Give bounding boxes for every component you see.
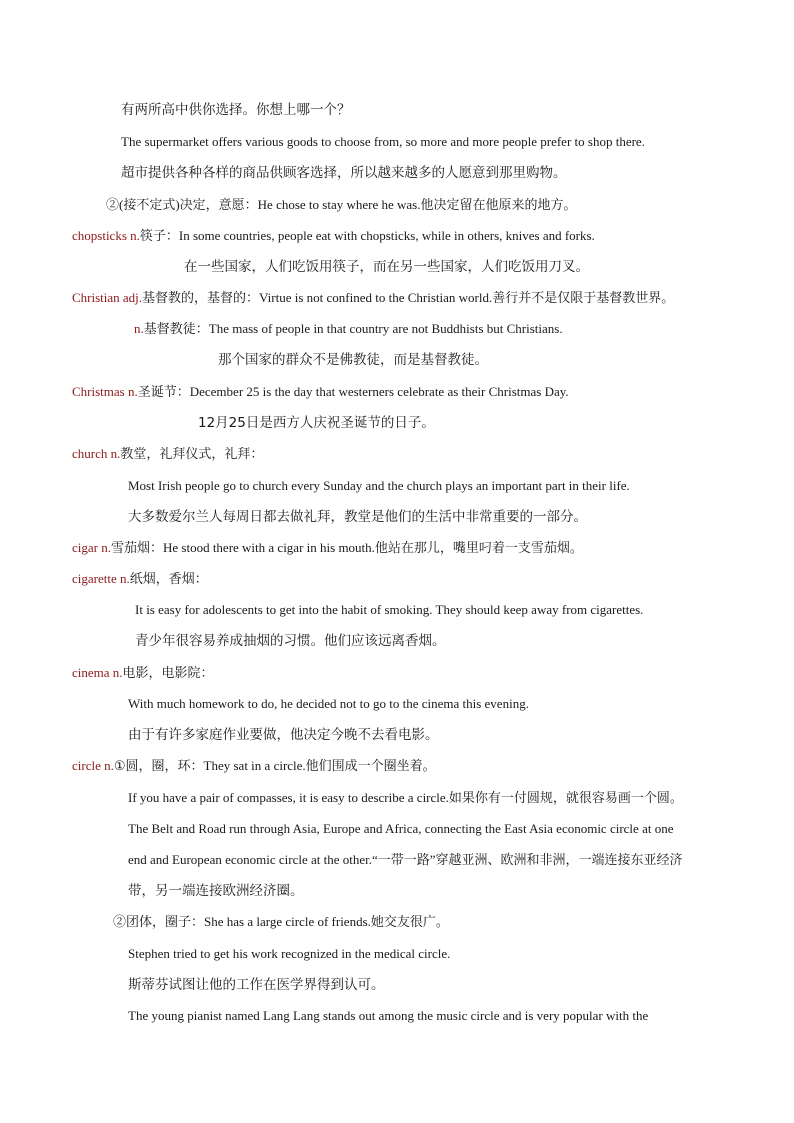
example-translation — [135, 632, 446, 650]
entry-chopsticks — [72, 227, 595, 245]
line-text: 由于有许多家庭作业要做，他决定今晚不去看电影。 — [128, 727, 439, 743]
example-translation — [218, 351, 488, 369]
headword: circle n. — [72, 758, 114, 773]
line-text: Most Irish people go to church every Sunday and the church plays an important part in their life. — [128, 478, 630, 493]
example-translation — [128, 508, 587, 526]
line-text: 带，另一端连接欧洲经济圈。 — [128, 883, 304, 899]
line-text: ②团体，圈子：She has a large circle of friends.她交友很广。 — [113, 914, 449, 929]
line-text: 在一些国家，人们吃饭用筷子，而在另一些国家，人们吃饭用刀叉。 — [184, 259, 589, 275]
entry-circle — [72, 757, 436, 775]
entry-definition: 雪茄烟：He stood there with a cigar in his mouth.他站在那儿，嘴里叼着一支雪茄烟。 — [110, 540, 583, 555]
example-sentence — [128, 1007, 648, 1025]
line-text: The supermarket offers various goods to choose from, so more and more people prefer to shop there. — [121, 134, 645, 149]
example-translation — [121, 164, 567, 182]
entry-definition: 纸烟，香烟： — [129, 571, 208, 586]
line-text: 那个国家的群众不是佛教徒，而是基督教徒。 — [218, 352, 488, 368]
line-text: The young pianist named Lang Lang stands out among the music circle and is very popular with the — [128, 1008, 649, 1023]
headword: chopsticks n. — [72, 228, 140, 243]
line-text: It is easy for adolescents to get into the habit of smoking. They should keep away from cigarettes. — [135, 602, 644, 617]
headword: Christmas n. — [72, 384, 138, 399]
example-translation — [128, 726, 439, 744]
entry-definition: 教堂，礼拜仪式，礼拜： — [120, 446, 264, 461]
line-text: 超市提供各种各样的商品供顾客选择，所以越来越多的人愿意到那里购物。 — [121, 165, 567, 181]
example-translation — [121, 101, 351, 119]
line-text: 斯蒂芬试图让他的工作在医学界得到认可。 — [128, 977, 385, 993]
entry-christian — [72, 289, 674, 307]
entry-definition: 基督教徒：The mass of people in that country are not Buddhists but Christians. — [143, 321, 563, 336]
entry-christian-noun — [134, 320, 563, 338]
example-sentence — [128, 851, 683, 869]
example-translation — [198, 414, 435, 432]
example-sentence — [128, 477, 630, 495]
example-translation — [184, 258, 589, 276]
entry-definition: 筷子：In some countries, people eat with chopsticks, while in others, knives and forks. — [139, 228, 595, 243]
headword: cinema n. — [72, 665, 123, 680]
line-text: ②(接不定式)决定，意愿：He chose to stay where he was.他决定留在他原来的地方。 — [106, 197, 577, 212]
line-text: The Belt and Road run through Asia, Europe and Africa, connecting the East Asia economic circle at one — [128, 821, 674, 836]
sense-definition — [113, 913, 449, 931]
headword: cigarette n. — [72, 571, 130, 586]
entry-definition: ①圆，圈，环：They sat in a circle.他们围成一个圈坐着。 — [113, 758, 436, 773]
example-sentence — [121, 133, 645, 151]
entry-church — [72, 445, 263, 463]
entry-christmas — [72, 383, 569, 401]
example-sentence — [128, 695, 529, 713]
example-translation — [128, 882, 304, 900]
line-text: end and European economic circle at the other.“一带一路”穿越亚洲、欧洲和非洲，一端连接东亚经济 — [128, 852, 683, 867]
line-text: Stephen tried to get his work recognized in the medical circle. — [128, 946, 451, 961]
entry-definition: 圣诞节：December 25 is the day that westerners celebrate as their Christmas Day. — [137, 384, 569, 399]
line-text: 大多数爱尔兰人每周日都去做礼拜，教堂是他们的生活中非常重要的一部分。 — [128, 509, 587, 525]
line-text: 青少年很容易养成抽烟的习惯。他们应该远离香烟。 — [135, 633, 446, 649]
entry-cinema — [72, 664, 214, 682]
entry-definition: 电影，电影院： — [122, 665, 214, 680]
entry-cigarette — [72, 570, 208, 588]
line-text: 12月25日是西方人庆祝圣诞节的日子。 — [198, 415, 435, 431]
example-translation — [128, 976, 385, 994]
line-text: With much homework to do, he decided not to go to the cinema this evening. — [128, 696, 529, 711]
entry-definition: 基督教的，基督的：Virtue is not confined to the Christian world.善行并不是仅限于基督教世界。 — [142, 290, 675, 305]
headword: Christian adj. — [72, 290, 143, 305]
line-text: If you have a pair of compasses, it is easy to describe a circle.如果你有一付圆规，就很容易画一个圆。 — [128, 790, 683, 805]
part-of-speech: n. — [134, 321, 144, 336]
example-sentence — [128, 945, 450, 963]
headword: church n. — [72, 446, 121, 461]
example-sentence — [135, 601, 643, 619]
line-text: 有两所高中供你选择。你想上哪一个？ — [121, 102, 351, 118]
example-sentence — [128, 789, 683, 807]
entry-cigar — [72, 539, 583, 557]
headword: cigar n. — [72, 540, 111, 555]
example-sentence — [128, 820, 673, 838]
sense-definition — [106, 196, 576, 214]
